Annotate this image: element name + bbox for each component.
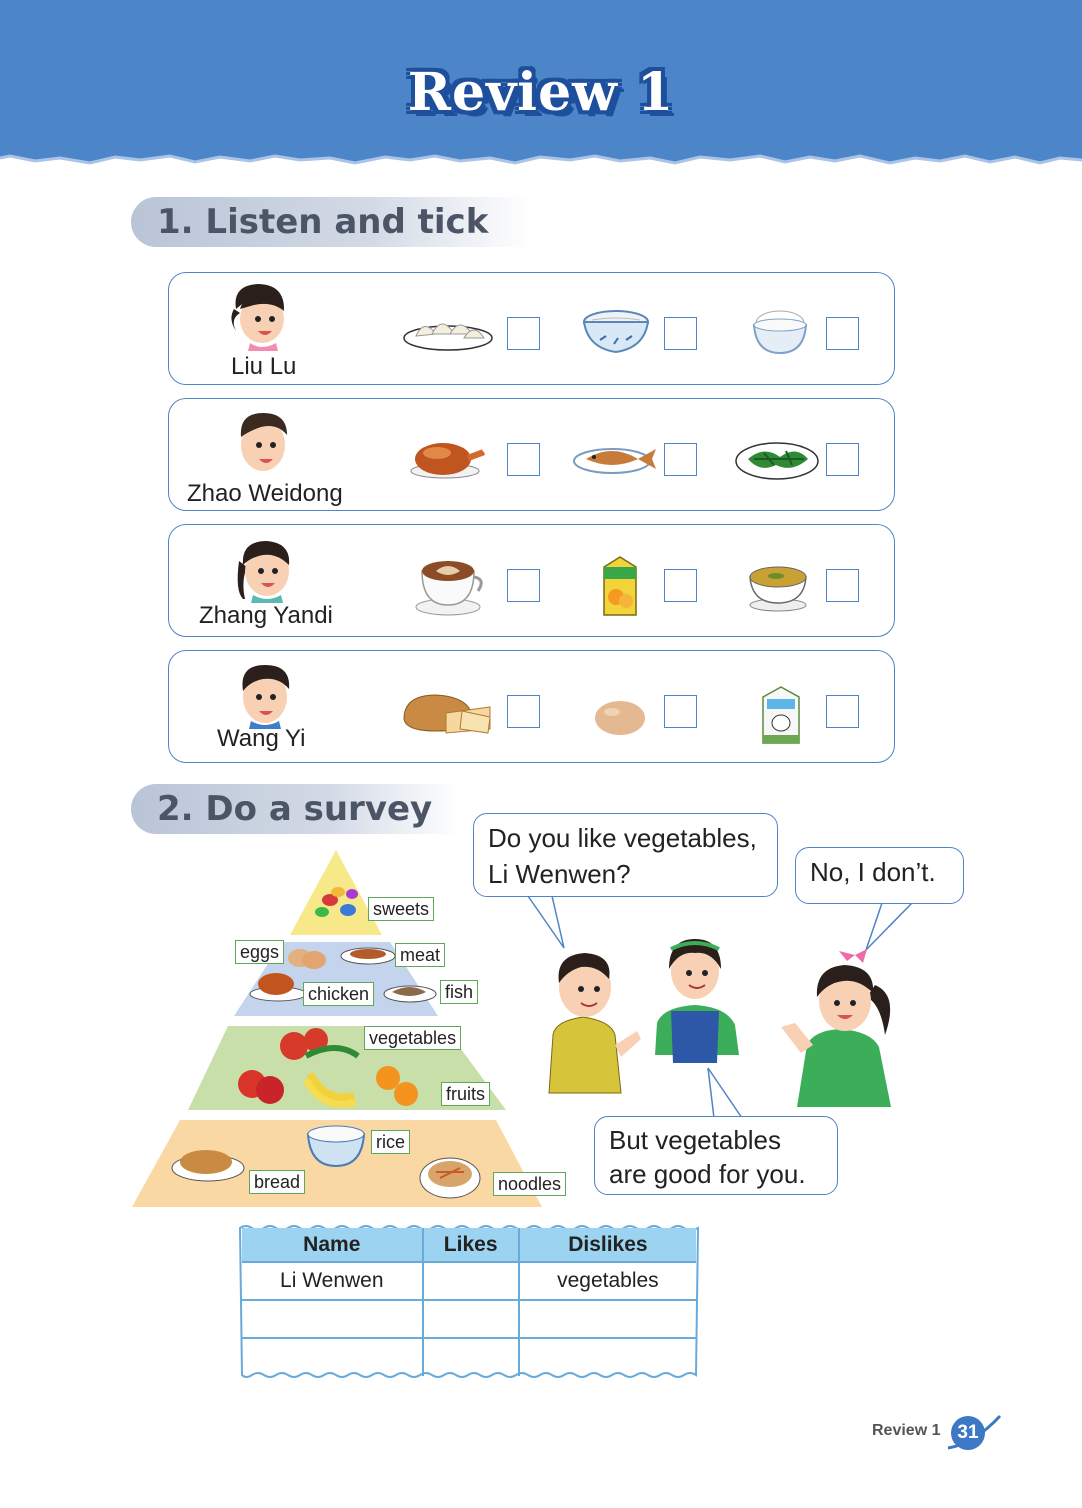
child-name: Wang Yi: [217, 725, 306, 752]
fish-dish-icon: [572, 437, 660, 477]
listen-row-zhao-weidong: [168, 398, 895, 511]
page-title: Review 1: [407, 62, 675, 123]
listen-row-liu-lu: [168, 272, 895, 385]
pyramid-label-eggs: eggs: [235, 940, 284, 964]
child-name: Zhao Weidong: [187, 480, 343, 507]
section-heading-listen: 1. Listen and tick: [131, 197, 531, 247]
page-number: 31: [951, 1416, 985, 1450]
tick-box[interactable]: [664, 443, 697, 476]
listen-row-zhang-yandi: [168, 524, 895, 637]
bubble-text: But vegetables: [609, 1125, 782, 1155]
tick-box[interactable]: [826, 317, 859, 350]
speech-bubble-question: [473, 813, 778, 897]
soup-bowl-icon: [746, 561, 810, 613]
column-header-name: Name: [242, 1228, 423, 1262]
table-cell[interactable]: [242, 1300, 423, 1338]
table-cell[interactable]: [423, 1338, 519, 1376]
table-cell[interactable]: Li Wenwen: [242, 1262, 423, 1300]
girl-avatar-icon: [224, 279, 294, 351]
speech-bubble-reply: [594, 1116, 838, 1195]
pyramid-label-chicken: chicken: [303, 982, 374, 1006]
speech-bubble-answer: [795, 847, 964, 904]
egg-icon: [594, 699, 646, 737]
pyramid-label-bread: bread: [249, 1170, 305, 1194]
tick-box[interactable]: [664, 569, 697, 602]
survey-grid: [242, 1228, 696, 1376]
pyramid-label-vegetables: vegetables: [364, 1026, 461, 1050]
table-cell[interactable]: [423, 1262, 519, 1300]
girl-braids-avatar-icon: [229, 531, 299, 603]
girl-figure-icon: [655, 939, 739, 1063]
tick-box[interactable]: [826, 569, 859, 602]
pyramid-label-fish: fish: [440, 980, 478, 1004]
tick-box[interactable]: [507, 443, 540, 476]
tick-box[interactable]: [664, 695, 697, 728]
tick-box[interactable]: [664, 317, 697, 350]
table-cell[interactable]: vegetables: [519, 1262, 696, 1300]
juice-carton-icon: [598, 555, 642, 617]
child-name: Zhang Yandi: [199, 602, 333, 629]
girl-ponytail-figure-icon: [781, 949, 891, 1107]
pyramid-label-sweets: sweets: [368, 897, 434, 921]
table-cell[interactable]: [423, 1300, 519, 1338]
survey-table: [238, 1224, 700, 1379]
table-row: [242, 1262, 696, 1300]
green-vegetables-icon: [734, 437, 820, 481]
noodles-bowl-icon: [582, 308, 650, 356]
pyramid-label-fruits: fruits: [441, 1082, 490, 1106]
section-heading-survey: 2. Do a survey: [131, 784, 461, 834]
table-cell[interactable]: [242, 1338, 423, 1376]
footer-label: Review 1: [872, 1422, 941, 1439]
tick-box[interactable]: [507, 317, 540, 350]
rice-bowl-icon: [751, 307, 809, 357]
tick-box[interactable]: [507, 569, 540, 602]
dumplings-icon: [402, 310, 494, 352]
column-header-likes: Likes: [423, 1228, 519, 1262]
header-banner: [0, 0, 1082, 175]
listen-row-wang-yi: [168, 650, 895, 763]
table-cell[interactable]: [519, 1338, 696, 1376]
bubble-text: are good for you.: [609, 1159, 806, 1189]
tick-box[interactable]: [826, 443, 859, 476]
table-cell[interactable]: [519, 1300, 696, 1338]
coffee-cup-icon: [414, 555, 486, 617]
boy-avatar-icon: [231, 405, 295, 477]
tick-box[interactable]: [826, 695, 859, 728]
tick-box[interactable]: [507, 695, 540, 728]
column-header-dislikes: Dislikes: [519, 1228, 696, 1262]
bread-icon: [400, 689, 494, 737]
table-row: [242, 1338, 696, 1376]
pyramid-label-meat: meat: [395, 943, 445, 967]
bubble-text: Li Wenwen?: [488, 859, 631, 889]
bubble-text: No, I don’t.: [810, 857, 936, 887]
boy-avatar-icon: [233, 657, 297, 729]
boy-figure-icon: [549, 953, 641, 1093]
bubble-text: Do you like vegetables,: [488, 823, 757, 853]
table-row: [242, 1300, 696, 1338]
pyramid-label-noodles: noodles: [493, 1172, 566, 1196]
pyramid-label-rice: rice: [371, 1130, 410, 1154]
milk-carton-icon: [757, 685, 805, 747]
three-children-illustration: [545, 935, 905, 1110]
roast-chicken-icon: [409, 435, 489, 479]
child-name: Liu Lu: [231, 353, 297, 380]
